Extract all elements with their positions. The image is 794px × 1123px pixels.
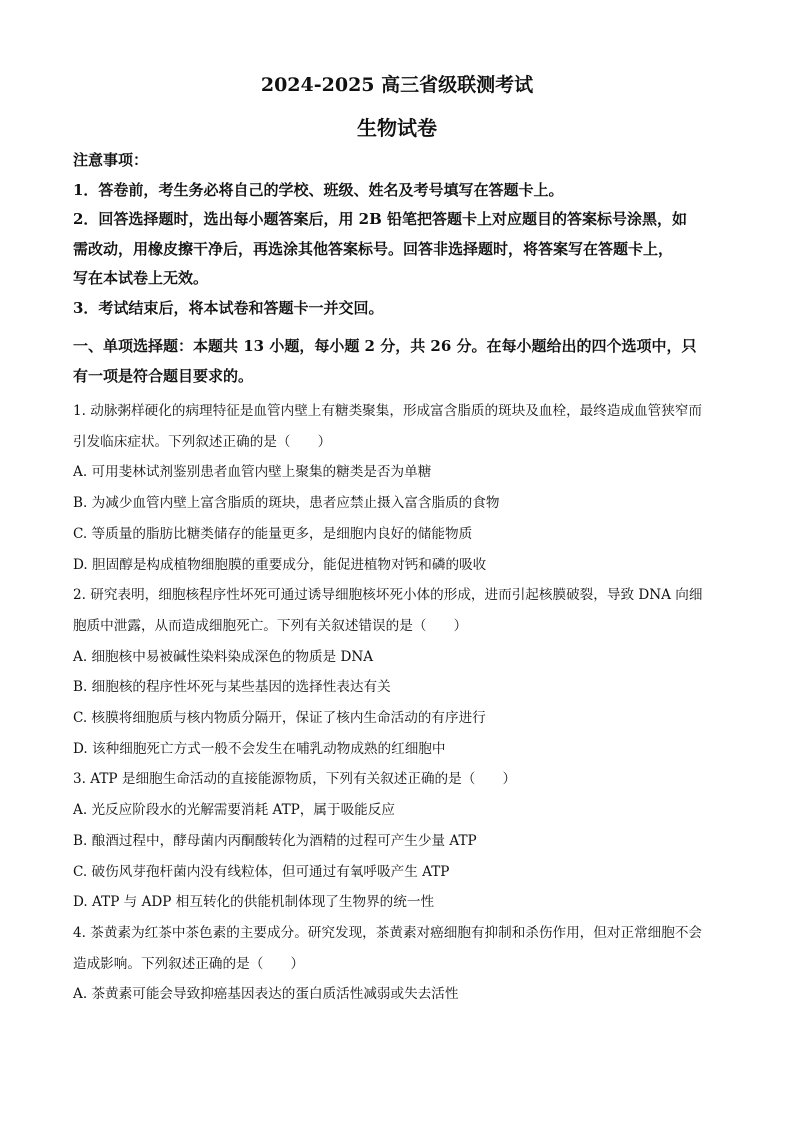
option-a: A. 光反应阶段水的光解需要消耗 ATP，属于吸能反应 [73, 802, 395, 819]
option-c: C. 破伤风芽孢杆菌内没有线粒体，但可通过有氧呼吸产生 ATP [73, 863, 450, 880]
question-stem: 1. 动脉粥样硬化的病理特征是血管内壁上有糖类聚集，形成富含脂质的斑块及血栓，最终造成血管狭窄而 [73, 403, 703, 419]
option-a: A. 可用斐林试剂鉴别患者血管内壁上聚集的糖类是否为单糖 [73, 464, 432, 481]
option-b: B. 为减少血管内壁上富含脂质的斑块，患者应禁止摄入富含脂质的食物 [73, 495, 500, 512]
option-c: C. 核膜将细胞质与核内物质分隔开，保证了核内生命活动的有序进行 [73, 710, 486, 727]
section-line: 有一项是符合题目要求的。 [73, 366, 254, 385]
option-b: B. 细胞核的程序性坏死与某些基因的选择性表达有关 [73, 679, 391, 696]
question-stem: 胞质中泄露，从而造成细胞死亡。下列有关叙述错误的是（ ） [73, 617, 468, 634]
notice-line: 3．考试结束后，将本试卷和答题卡一并交回。 [73, 298, 384, 317]
option-a: A. 细胞核中易被碱性染料染成深色的物质是 DNA [73, 648, 374, 665]
question-stem: 4. 茶黄素为红茶中茶色素的主要成分。研究发现，茶黄素对癌细胞有抑制和杀伤作用，但对正常细胞不会 [73, 924, 703, 941]
notice-line: 写在本试卷上无效。 [73, 269, 209, 287]
question-list [73, 396, 723, 1010]
question-stem: 造成影响。下列叙述正确的是（ ） [73, 955, 305, 972]
question-4 [73, 918, 723, 1010]
question-stem: 3. ATP 是细胞生命活动的直接能源物质，下列有关叙述正确的是（ ） [73, 771, 517, 788]
question-stem: 引发临床症状。下列叙述正确的是（ ） [73, 433, 332, 450]
notice-line: 1．答卷前，考生务必将自己的学校、班级、姓名及考号填写在答题卡上。 [73, 180, 564, 199]
question-stem: 2. 研究表明，细胞核程序性坏死可通过诱导细胞核坏死小体的形成，进而引起核膜破裂，导致 DNA 向细 [73, 587, 703, 604]
section-heading [73, 332, 723, 391]
option-a: A. 茶黄素可能会导致抑癌基因表达的蛋白质活性减弱或失去活性 [73, 986, 459, 1003]
exam-subject: 生物试卷 [357, 116, 437, 140]
option-c: C. 等质量的脂肪比糖类储存的能量更多，是细胞内良好的储能物质 [73, 525, 473, 542]
notice-heading: 注意事项： [73, 151, 149, 169]
notice-line: 2．回答选择题时，选出每小题答案后，用 2B 铅笔把答题卡上对应题目的答案标号涂黑，如 [73, 210, 688, 228]
option-d: D. ATP 与 ADP 相互转化的供能机制体现了生物界的统一性 [73, 894, 435, 911]
question-2 [73, 580, 723, 764]
option-d: D. 胆固醇是构成植物细胞膜的重要成分，能促进植物对钙和磷的吸收 [73, 556, 487, 573]
question-3 [73, 764, 723, 918]
question-1 [73, 396, 723, 580]
option-b: B. 酿酒过程中，酵母菌内丙酮酸转化为酒精的过程可产生少量 ATP [73, 832, 477, 849]
notice-line: 需改动，用橡皮擦干净后，再选涂其他答案标号。回答非选择题时，将答案写在答题卡上， [73, 239, 674, 258]
option-d: D. 该种细胞死亡方式一般不会发生在哺乳动物成熟的红细胞中 [73, 740, 446, 757]
notice-block [73, 146, 723, 323]
section-line: 一、单项选择题：本题共 13 小题，每小题 2 分，共 26 分。在每小题给出的四个选项中，只 [73, 337, 697, 355]
exam-title: 2024-2025 高三省级联测考试 [260, 74, 534, 96]
